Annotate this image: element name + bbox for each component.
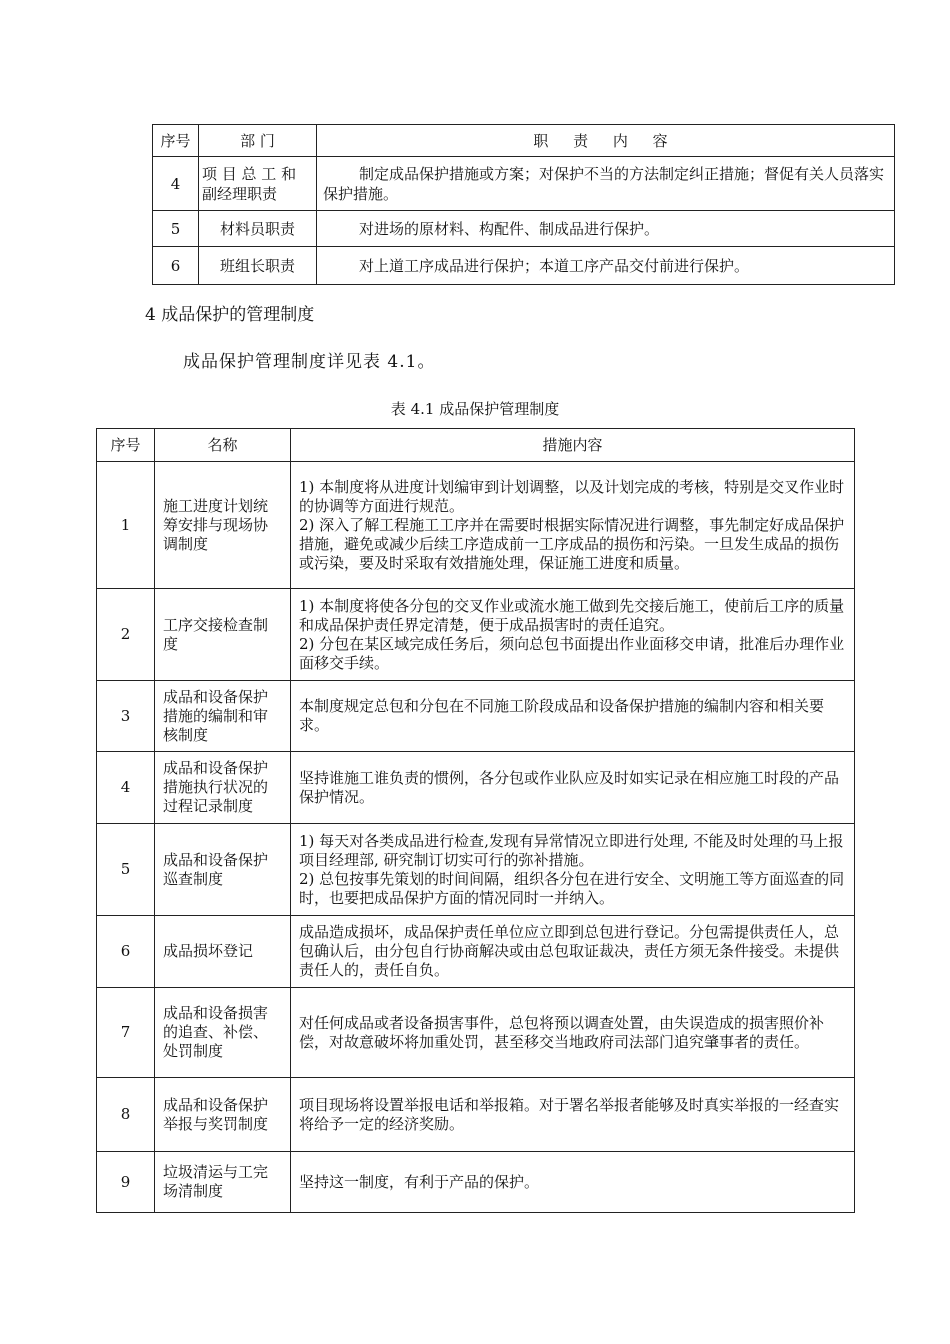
table-header-row: [153, 125, 895, 157]
table-row: [97, 1152, 855, 1213]
row-measures: [291, 752, 855, 824]
measure-paragraph: 成品造成损坏，成品保护责任单位应立即到总包进行登记。分包需提供责任人，总包确认后，由分包自行协商解决或由总包取证裁决，责任方须无条件接受。未提供责任人的，责任自负。: [299, 923, 840, 979]
measure-paragraph: 1) 本制度将从进度计划编审到计划调整，以及计划完成的考核，特别是交叉作业时的协调等方面进行规范。: [299, 477, 845, 515]
row-department: 项 目 总 工 和 副经理职责: [199, 157, 317, 211]
row-number: 9: [97, 1152, 155, 1213]
measure-paragraph: 本制度规定总包和分包在不同施工阶段成品和设备保护措施的编制内容和相关要求。: [299, 697, 825, 734]
row-number: 7: [97, 988, 155, 1078]
row-measures: [291, 1078, 855, 1152]
row-number: 8: [97, 1078, 155, 1152]
row-name: 工序交接检查制度: [155, 589, 291, 681]
table-row: [97, 988, 855, 1078]
row-name: 施工进度计划统筹安排与现场协调制度: [155, 462, 291, 589]
row-name: 成品损坏登记: [155, 916, 291, 988]
measure-paragraph: 坚持这一制度，有利于产品的保护。: [299, 1172, 540, 1191]
row-measures: [291, 462, 855, 589]
header-measures: 措施内容: [291, 429, 855, 462]
row-duty: 对上道工序成品进行保护；本道工序产品交付前进行保护。: [317, 247, 895, 285]
table-row: [97, 1078, 855, 1152]
row-name: 成品和设备保护措施执行状况的过程记录制度: [155, 752, 291, 824]
table-row: [153, 211, 895, 247]
table-row: [97, 462, 855, 589]
row-measures: [291, 681, 855, 752]
row-measures: [291, 916, 855, 988]
row-number: 2: [97, 589, 155, 681]
table-row: [97, 681, 855, 752]
header-number: 序号: [153, 125, 199, 157]
row-number: 6: [97, 916, 155, 988]
measure-paragraph: 项目现场将设置举报电话和举报箱。对于署名举报者能够及时真实举报的一经查实将给予一定的经济奖励。: [299, 1095, 840, 1133]
header-number: 序号: [97, 429, 155, 462]
table-row: [97, 752, 855, 824]
row-name: 垃圾清运与工完场清制度: [155, 1152, 291, 1213]
measure-paragraph: 对任何成品或者设备损害事件，总包将预以调查处置，由失误造成的损害照价补偿，对故意破坏将加重处罚，甚至移交当地政府司法部门追究肇事者的责任。: [299, 1013, 825, 1051]
section-intro: 成品保护管理制度详见表 4.1。: [183, 352, 436, 372]
table-row: [97, 589, 855, 681]
row-measures: [291, 589, 855, 681]
measure-paragraph: 2) 深入了解工程施工工序并在需要时根据实际情况进行调整，事先制定好成品保护措施，避免或减少后续工序造成前一工序成品的损伤和污染。一旦发生成品的损伤或污染，要及时采取有效措施处理，保证施工进度和质量。: [299, 515, 845, 572]
measure-paragraph: 1) 每天对各类成品进行检查,发现有异常情况立即进行处理, 不能及时处理的马上报项目经理部, 研究制订切实可行的弥补措施。: [299, 831, 844, 869]
row-number: 5: [153, 211, 199, 247]
row-measures: [291, 824, 855, 916]
row-number: 5: [97, 824, 155, 916]
row-number: 6: [153, 247, 199, 285]
header-name: 名称: [155, 429, 291, 462]
measure-paragraph: 2) 总包按事先策划的时间间隔，组织各分包在进行安全、文明施工等方面巡查的同时，也要把成品保护方面的情况同时一并纳入。: [299, 869, 845, 907]
row-measures: [291, 1152, 855, 1213]
header-department: 部 门: [199, 125, 317, 157]
measure-paragraph: 1) 本制度将使各分包的交叉作业或流水施工做到先交接后施工，使前后工序的质量和成品保护责任界定清楚，便于成品损害时的责任追究。: [299, 596, 845, 634]
table-caption: 表 4.1 成品保护管理制度: [390, 400, 560, 418]
table-row: [97, 824, 855, 916]
responsibility-table: [152, 124, 895, 285]
row-name: 成品和设备损害的追查、补偿、处罚制度: [155, 988, 291, 1078]
table-row: [97, 916, 855, 988]
row-number: 1: [97, 462, 155, 589]
measure-paragraph: 坚持谁施工谁负责的惯例，各分包或作业队应及时如实记录在相应施工时段的产品保护情况。: [299, 768, 840, 806]
table-header-row: [97, 429, 855, 462]
row-name: 成品和设备保护举报与奖罚制度: [155, 1078, 291, 1152]
table-row: [153, 247, 895, 285]
header-duty: 职 责 内 容: [317, 125, 895, 157]
section-heading: 4 成品保护的管理制度: [145, 305, 315, 325]
measure-paragraph: 2) 分包在某区域完成任务后，须向总包书面提出作业面移交申请，批准后办理作业面移交手续。: [299, 634, 845, 672]
management-system-table: [96, 428, 855, 1213]
row-number: 4: [153, 157, 199, 211]
row-department: 班组长职责: [199, 247, 317, 285]
row-duty: 对进场的原材料、构配件、制成品进行保护。: [317, 211, 895, 247]
row-department: 材料员职责: [199, 211, 317, 247]
row-number: 3: [97, 681, 155, 752]
row-duty: 制定成品保护措施或方案；对保护不当的方法制定纠正措施；督促有关人员落实保护措施。: [317, 157, 895, 211]
row-measures: [291, 988, 855, 1078]
table-row: [153, 157, 895, 211]
row-name: 成品和设备保护巡查制度: [155, 824, 291, 916]
row-number: 4: [97, 752, 155, 824]
row-name: 成品和设备保护措施的编制和审核制度: [155, 681, 291, 752]
